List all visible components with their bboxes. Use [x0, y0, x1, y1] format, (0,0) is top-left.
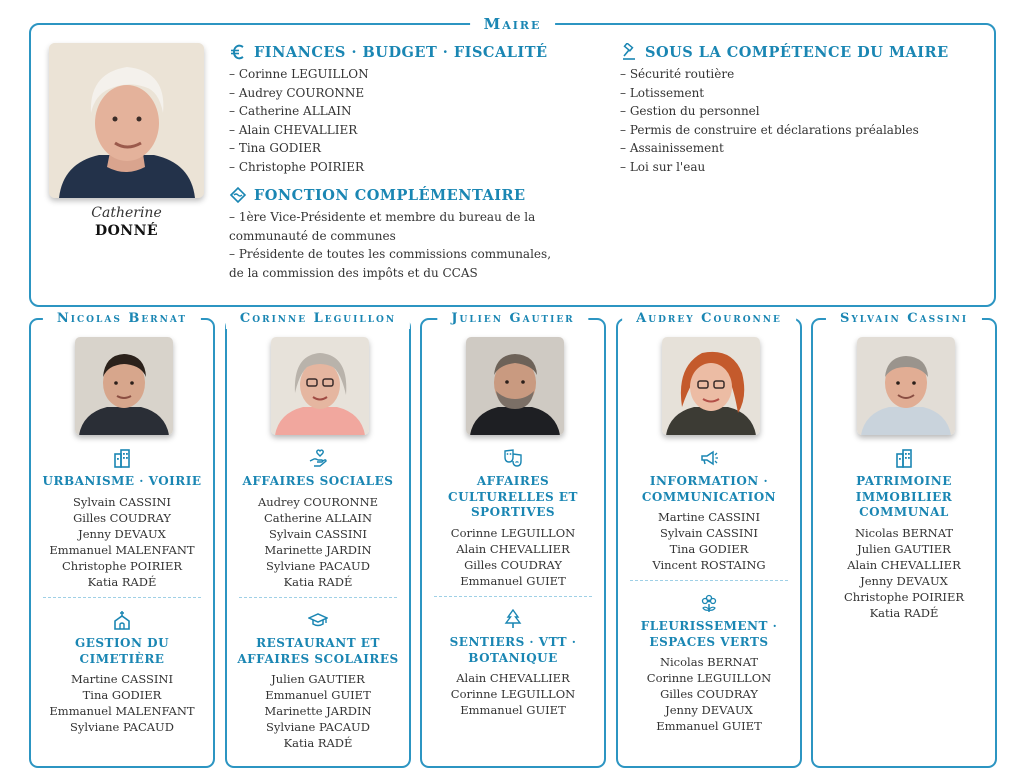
deputy-portrait [857, 337, 955, 435]
deputy-name: Sylvain Cassini [826, 309, 982, 329]
group-sentiers [422, 609, 604, 718]
deputy-portrait [466, 337, 564, 435]
list-item: Gilles COUDRAY [464, 557, 562, 572]
list-item: – Alain CHEVALLIER [229, 122, 358, 137]
list-item: – Tina GODIER [229, 141, 321, 155]
list-item: Emmanuel GUIET [460, 573, 566, 588]
competence-section [620, 43, 949, 176]
deputy-name: Audrey Couronne [622, 309, 796, 329]
group-title: SENTIERS · VTT · BOTANIQUE [449, 635, 577, 665]
group-culture-sport [422, 448, 604, 589]
list-item: Tina GODIER [669, 542, 749, 556]
list-item: Julien GAUTIER [271, 672, 365, 686]
list-item: Jenny DEVAUX [860, 573, 948, 588]
list-item: – Audrey COURONNE [229, 85, 365, 100]
mayor-first-name: Catherine [91, 205, 162, 221]
list-item: – Catherine ALLAIN [229, 104, 352, 118]
list-item: Emmanuel GUIET [460, 703, 566, 717]
list-item: Nicolas BERNAT [854, 525, 954, 540]
list-item: Emmanuel GUIET [265, 688, 371, 702]
tree-icon [503, 609, 523, 629]
list-item: Martine CASSINI [657, 510, 761, 524]
list-item: Corinne LEGUILLON [450, 687, 576, 701]
list-item: – Lotissement [620, 85, 705, 100]
list-item: Jenny DEVAUX [665, 703, 753, 717]
handshake-icon [229, 186, 247, 204]
euro-icon [229, 43, 247, 61]
list-item: Marinette JARDIN [264, 704, 372, 718]
list-item: Christophe POIRIER [61, 558, 183, 573]
gavel-icon [620, 43, 638, 61]
flower-icon [699, 593, 719, 613]
group-patrimoine [813, 448, 995, 621]
divider [43, 597, 201, 598]
mayor-last-name: DONNÉ [94, 223, 159, 239]
list-item: Emmanuel GUIET [656, 719, 762, 733]
buildings-icon [894, 448, 914, 468]
deputy-name: Julien Gautier [437, 309, 588, 329]
group-title: FLEURISSEMENT · ESPACES VERTS [640, 619, 778, 649]
finances-title: FINANCES · BUDGET · FISCALITÉ [254, 43, 548, 61]
list-item: – Assainissement [620, 141, 724, 155]
list-item: – Permis de construire et déclarations préalables [620, 122, 919, 137]
list-item: Alain CHEVALLIER [847, 557, 961, 572]
hand-heart-icon [308, 448, 328, 468]
list-item: – Christophe POIRIER [229, 159, 365, 174]
deputy-portrait [75, 337, 173, 435]
group-title: GESTION DU CIMETIÈRE [74, 636, 170, 666]
group-title: URBANISME · VOIRIE [42, 474, 202, 488]
group-fleurissement [618, 593, 800, 734]
fonction-section [229, 186, 569, 282]
finances-section [229, 43, 548, 176]
list-item: – Sécurité routière [620, 67, 735, 81]
fonction-title: FONCTION COMPLÉMENTAIRE [254, 186, 526, 204]
list-item: Audrey COURONNE [257, 494, 379, 509]
group-communication [618, 448, 800, 573]
list-item: – 1ère Vice-Présidente et membre du bureau de la communauté de communes [229, 210, 536, 243]
list-item: Katia RADÉ [283, 736, 353, 750]
deputy-name: Nicolas Bernat [43, 309, 201, 329]
list-item: Corinne LEGUILLON [450, 525, 576, 540]
deputy-card-sylvain-cassini [811, 311, 997, 768]
list-item: Sylvain CASSINI [660, 526, 758, 540]
group-title: AFFAIRES SOCIALES [242, 474, 394, 488]
megaphone-icon [699, 448, 719, 468]
list-item: Sylviane PACAUD [266, 720, 370, 734]
deputy-card-corinne-leguillon [225, 311, 411, 768]
competence-title: SOUS LA COMPÉTENCE DU MAIRE [645, 43, 949, 61]
deputy-portrait [662, 337, 760, 435]
chapel-icon [112, 610, 132, 630]
list-item: Vincent ROSTAING [652, 558, 766, 572]
mayor-portrait [49, 43, 204, 198]
list-item: Sylviane PACAUD [266, 558, 370, 573]
list-item: Katia RADÉ [869, 605, 939, 620]
list-item: Corinne LEGUILLON [646, 671, 772, 685]
deputy-card-nicolas-bernat [29, 311, 215, 768]
mayor-section-title: Maire [470, 14, 556, 34]
list-item: Emmanuel MALENFANT [49, 542, 195, 557]
list-item: Alain CHEVALLIER [456, 671, 570, 685]
list-item: Marinette JARDIN [264, 542, 372, 557]
buildings-icon [112, 448, 132, 468]
list-item: Sylviane PACAUD [70, 720, 174, 734]
list-item: – Loi sur l'eau [620, 159, 706, 174]
list-item: – Présidente de toutes les commissions communales, de la commission des impôts et du CCAS [229, 247, 552, 280]
group-cimetiere [31, 610, 213, 735]
deputy-portrait [271, 337, 369, 435]
divider [239, 597, 397, 598]
divider [630, 580, 788, 581]
deputy-card-audrey-couronne [616, 311, 802, 768]
list-item: Sylvain CASSINI [269, 526, 367, 541]
list-item: Alain CHEVALLIER [456, 541, 570, 556]
list-item: Emmanuel MALENFANT [49, 704, 195, 718]
list-item: Tina GODIER [82, 688, 162, 702]
group-urbanisme [31, 448, 213, 590]
graduation-cap-icon [308, 610, 328, 630]
list-item: Catherine ALLAIN [263, 510, 373, 525]
theater-masks-icon [503, 448, 523, 468]
group-restaurant-scolaire [227, 610, 409, 751]
list-item: Sylvain CASSINI [73, 494, 171, 509]
deputy-card-julien-gautier [420, 311, 606, 768]
mayor-card [29, 15, 996, 307]
list-item: Gilles COUDRAY [73, 510, 171, 525]
list-item: Christophe POIRIER [843, 589, 965, 604]
list-item: Gilles COUDRAY [660, 687, 758, 701]
list-item: Katia RADÉ [283, 574, 353, 589]
group-affaires-sociales [227, 448, 409, 590]
group-title: INFORMATION · COMMUNICATION [641, 474, 777, 504]
group-title: PATRIMOINE IMMOBILIER COMMUNAL [855, 474, 953, 519]
list-item: Julien GAUTIER [857, 541, 951, 556]
list-item: – Corinne LEGUILLON [229, 67, 369, 81]
deputy-name: Corinne Leguillon [226, 309, 410, 329]
list-item: Jenny DEVAUX [78, 526, 166, 541]
group-title: AFFAIRES CULTURELLES ET SPORTIVES [448, 474, 578, 519]
group-title: RESTAURANT ET AFFAIRES SCOLAIRES [237, 636, 399, 666]
list-item: Nicolas BERNAT [659, 655, 759, 669]
list-item: Katia RADÉ [87, 574, 157, 589]
list-item: Martine CASSINI [70, 672, 174, 686]
list-item: – Gestion du personnel [620, 104, 760, 118]
divider [434, 596, 592, 597]
